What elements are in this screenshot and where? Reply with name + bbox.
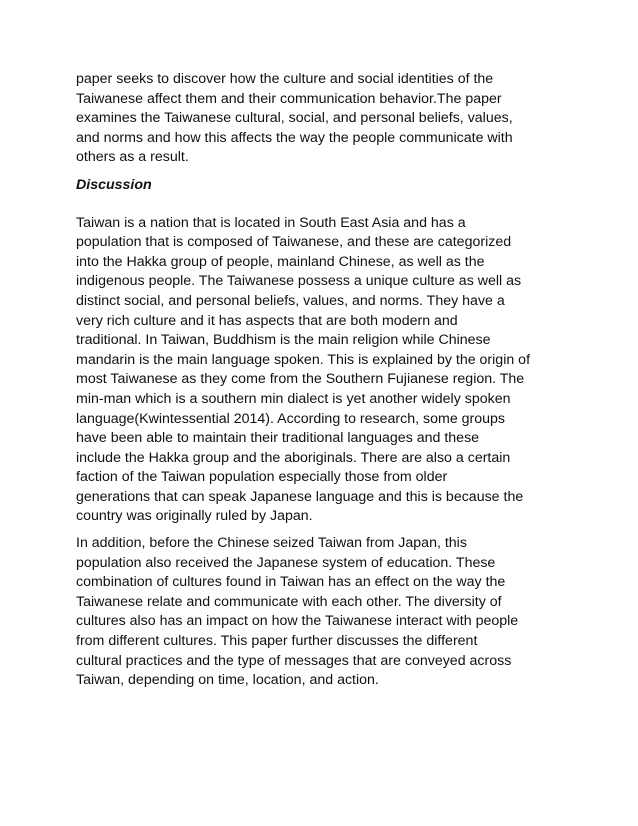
spacer <box>76 196 562 214</box>
document-page <box>76 70 562 691</box>
spacer <box>76 527 562 534</box>
intro-paragraph: paper seeks to discover how the culture and social identities of the Taiwanese affect them and their communication behavior.The paper examines the Taiwanese cultural, social, and personal beliefs, values, and norms and how this affects the way the people communicate with others as a result. <box>76 71 513 166</box>
section-heading-discussion: Discussion <box>76 176 152 193</box>
addition-paragraph: In addition, before the Chinese seized Taiwan from Japan, this population also received the Japanese system of education. These combination of cultures found in Taiwan has an effect on the way the Taiwanese relate and communicate with each other. The diversity of cultures also has an impact on how the Taiwanese interact with people from different cultures. This paper further discusses the different cultural practices and the type of messages that are conveyed across Taiwan, depending on time, location, and action. <box>76 535 519 689</box>
taiwan-paragraph: Taiwan is a nation that is located in South East Asia and has a population that is composed of Taiwanese, and these are categorized into the Hakka group of people, mainland Chinese, as well as the indigenous people. The Taiwanese possess a unique culture as well as distinct social, and personal beliefs, values, and norms. They have a very rich culture and it has aspects that are both modern and traditional. In Taiwan, Buddhism is the main religion while Chinese mandarin is the main language spoken. This is explained by the origin of most Taiwanese as they come from the Southern Fujianese region. The min-man which is a southern min dialect is yet another widely spoken language(Kwintessential 2014). According to research, some groups have been able to maintain their traditional languages and these include the Hakka group and the aboriginals. There are also a certain faction of the Taiwan population especially those from older generations that can speak Japanese language and this is because the country was originally ruled by Japan. <box>76 214 531 525</box>
spacer <box>76 168 562 176</box>
